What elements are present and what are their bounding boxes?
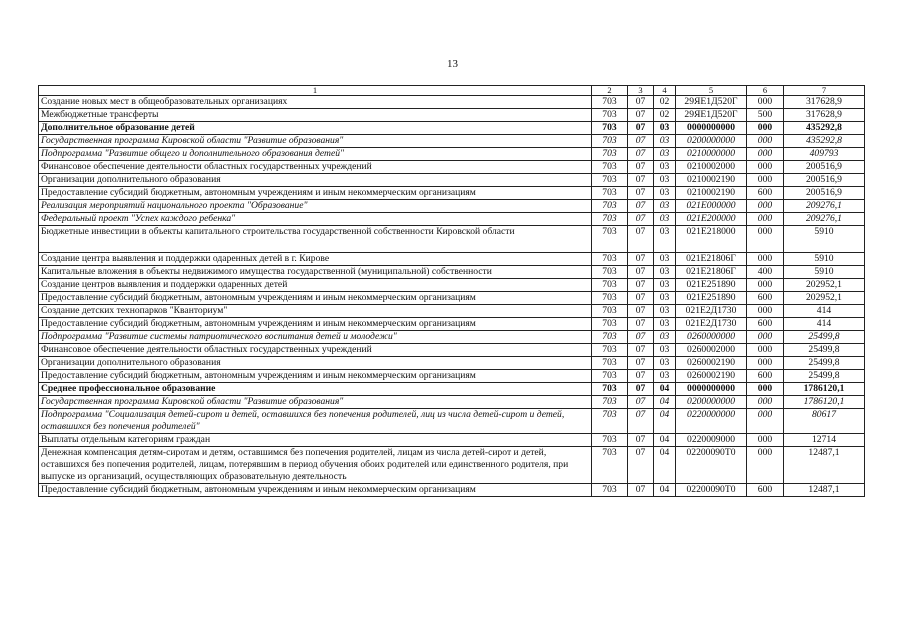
expense-type-cell: 000 — [747, 279, 784, 292]
row-name-cell: Дополнительное образование детей — [39, 122, 592, 135]
section-cell: 07 — [628, 187, 654, 200]
amount-cell: 12714 — [784, 434, 865, 447]
section-cell: 07 — [628, 447, 654, 484]
subsection-cell: 02 — [654, 96, 676, 109]
amount-cell: 5910 — [784, 226, 865, 253]
expense-type-cell: 000 — [747, 344, 784, 357]
expense-type-cell: 600 — [747, 484, 784, 497]
target-article-cell: 021E251890 — [676, 292, 747, 305]
table-row — [39, 357, 865, 370]
table-row — [39, 305, 865, 318]
section-cell: 07 — [628, 213, 654, 226]
code-cell: 703 — [592, 96, 628, 109]
table-row — [39, 370, 865, 383]
expense-type-cell: 000 — [747, 135, 784, 148]
row-name-cell: Выплаты отдельным категориям граждан — [39, 434, 592, 447]
target-article-cell: 0210002190 — [676, 174, 747, 187]
code-cell: 703 — [592, 109, 628, 122]
table-row — [39, 200, 865, 213]
table-row — [39, 109, 865, 122]
table-row — [39, 279, 865, 292]
subsection-cell: 04 — [654, 484, 676, 497]
row-name-cell: Капитальные вложения в объекты недвижимого имущества государственной (муниципальной) собственности — [39, 266, 592, 279]
column-header: 3 — [628, 86, 654, 96]
code-cell: 703 — [592, 187, 628, 200]
section-cell: 07 — [628, 253, 654, 266]
section-cell: 07 — [628, 279, 654, 292]
amount-cell: 209276,1 — [784, 200, 865, 213]
expense-type-cell: 400 — [747, 266, 784, 279]
table-row — [39, 344, 865, 357]
amount-cell: 202952,1 — [784, 279, 865, 292]
row-name-cell: Предоставление субсидий бюджетным, автономным учреждениям и иным некоммерческим организациям — [39, 370, 592, 383]
row-name-cell: Подпрограмма "Социализация детей-сирот и детей, оставшихся без попечения родителей, лиц из числа детей-сирот и детей, оставшихся без попечения родителей" — [39, 409, 592, 434]
section-cell: 07 — [628, 484, 654, 497]
row-name-cell: Подпрограмма "Развитие системы патриотического воспитания детей и молодежи" — [39, 331, 592, 344]
target-article-cell: 0220009000 — [676, 434, 747, 447]
table-row — [39, 383, 865, 396]
amount-cell: 435292,8 — [784, 122, 865, 135]
subsection-cell: 04 — [654, 383, 676, 396]
amount-cell: 5910 — [784, 253, 865, 266]
expense-type-cell: 000 — [747, 305, 784, 318]
subsection-cell: 03 — [654, 331, 676, 344]
row-name-cell: Создание новых мест в общеобразовательных организациях — [39, 96, 592, 109]
section-cell: 07 — [628, 396, 654, 409]
column-header: 1 — [39, 86, 592, 96]
section-cell: 07 — [628, 357, 654, 370]
subsection-cell: 03 — [654, 357, 676, 370]
subsection-cell: 03 — [654, 370, 676, 383]
section-cell: 07 — [628, 318, 654, 331]
amount-cell: 317628,9 — [784, 96, 865, 109]
code-cell: 703 — [592, 226, 628, 253]
target-article-cell: 021E000000 — [676, 200, 747, 213]
expense-type-cell: 000 — [747, 447, 784, 484]
amount-cell: 414 — [784, 305, 865, 318]
target-article-cell: 021E2Д1730 — [676, 305, 747, 318]
expense-type-cell: 000 — [747, 383, 784, 396]
row-name-cell: Создание центра выявления и поддержки одаренных детей в г. Кирове — [39, 253, 592, 266]
table-row — [39, 409, 865, 434]
table-row — [39, 187, 865, 200]
row-name-cell: Подпрограмма "Развитие общего и дополнительного образования детей" — [39, 148, 592, 161]
section-cell: 07 — [628, 226, 654, 253]
table-row — [39, 318, 865, 331]
target-article-cell: 0260002190 — [676, 357, 747, 370]
target-article-cell: 0260002000 — [676, 344, 747, 357]
amount-cell: 202952,1 — [784, 292, 865, 305]
expense-type-cell: 000 — [747, 396, 784, 409]
target-article-cell: 0200000000 — [676, 396, 747, 409]
amount-cell: 25499,8 — [784, 331, 865, 344]
target-article-cell: 0000000000 — [676, 122, 747, 135]
table-row — [39, 161, 865, 174]
section-cell: 07 — [628, 266, 654, 279]
budget-table — [38, 85, 865, 497]
section-cell: 07 — [628, 331, 654, 344]
code-cell: 703 — [592, 331, 628, 344]
amount-cell: 200516,9 — [784, 174, 865, 187]
expense-type-cell: 600 — [747, 370, 784, 383]
code-cell: 703 — [592, 447, 628, 484]
code-cell: 703 — [592, 409, 628, 434]
code-cell: 703 — [592, 484, 628, 497]
amount-cell: 209276,1 — [784, 213, 865, 226]
amount-cell: 25499,8 — [784, 357, 865, 370]
section-cell: 07 — [628, 344, 654, 357]
amount-cell: 414 — [784, 318, 865, 331]
section-cell: 07 — [628, 370, 654, 383]
code-cell: 703 — [592, 396, 628, 409]
table-row — [39, 135, 865, 148]
table-row — [39, 148, 865, 161]
column-header: 5 — [676, 86, 747, 96]
table-row — [39, 266, 865, 279]
subsection-cell: 03 — [654, 135, 676, 148]
subsection-cell: 03 — [654, 279, 676, 292]
subsection-cell: 04 — [654, 409, 676, 434]
code-cell: 703 — [592, 318, 628, 331]
subsection-cell: 04 — [654, 396, 676, 409]
row-name-cell: Среднее профессиональное образование — [39, 383, 592, 396]
target-article-cell: 0220000000 — [676, 409, 747, 434]
subsection-cell: 03 — [654, 213, 676, 226]
subsection-cell: 03 — [654, 161, 676, 174]
expense-type-cell: 000 — [747, 409, 784, 434]
expense-type-cell: 600 — [747, 292, 784, 305]
table-row — [39, 434, 865, 447]
expense-type-cell: 000 — [747, 253, 784, 266]
section-cell: 07 — [628, 174, 654, 187]
code-cell: 703 — [592, 279, 628, 292]
subsection-cell: 03 — [654, 266, 676, 279]
table-row — [39, 484, 865, 497]
row-name-cell: Реализация мероприятий национального проекта "Образование" — [39, 200, 592, 213]
target-article-cell: 02200090Т0 — [676, 484, 747, 497]
code-cell: 703 — [592, 344, 628, 357]
section-cell: 07 — [628, 434, 654, 447]
target-article-cell: 0210002190 — [676, 187, 747, 200]
table-row — [39, 331, 865, 344]
subsection-cell: 04 — [654, 434, 676, 447]
subsection-cell: 03 — [654, 318, 676, 331]
amount-cell: 80617 — [784, 409, 865, 434]
row-name-cell: Предоставление субсидий бюджетным, автономным учреждениям и иным некоммерческим организациям — [39, 484, 592, 497]
row-name-cell: Предоставление субсидий бюджетным, автономным учреждениям и иным некоммерческим организациям — [39, 318, 592, 331]
target-article-cell: 021E21806Г — [676, 266, 747, 279]
table-body — [39, 96, 865, 497]
subsection-cell: 04 — [654, 447, 676, 484]
section-cell: 07 — [628, 409, 654, 434]
row-name-cell: Создание детских технопарков "Кванториум" — [39, 305, 592, 318]
expense-type-cell: 000 — [747, 357, 784, 370]
section-cell: 07 — [628, 96, 654, 109]
column-header: 4 — [654, 86, 676, 96]
target-article-cell: 0260002190 — [676, 370, 747, 383]
expense-type-cell: 000 — [747, 161, 784, 174]
target-article-cell: 0210002000 — [676, 161, 747, 174]
subsection-cell: 02 — [654, 109, 676, 122]
expense-type-cell: 000 — [747, 174, 784, 187]
target-article-cell: 021E218000 — [676, 226, 747, 253]
code-cell: 703 — [592, 370, 628, 383]
table-row — [39, 396, 865, 409]
target-article-cell: 021E200000 — [676, 213, 747, 226]
subsection-cell: 03 — [654, 122, 676, 135]
code-cell: 703 — [592, 135, 628, 148]
subsection-cell: 03 — [654, 187, 676, 200]
column-header: 7 — [784, 86, 865, 96]
amount-cell: 200516,9 — [784, 187, 865, 200]
row-name-cell: Предоставление субсидий бюджетным, автономным учреждениям и иным некоммерческим организациям — [39, 187, 592, 200]
subsection-cell: 03 — [654, 292, 676, 305]
subsection-cell: 03 — [654, 344, 676, 357]
section-cell: 07 — [628, 305, 654, 318]
target-article-cell: 29ЯЕ1Д520Г — [676, 96, 747, 109]
target-article-cell: 021E2Д1730 — [676, 318, 747, 331]
code-cell: 703 — [592, 305, 628, 318]
section-cell: 07 — [628, 135, 654, 148]
code-cell: 703 — [592, 383, 628, 396]
amount-cell: 409793 — [784, 148, 865, 161]
code-cell: 703 — [592, 122, 628, 135]
table-row — [39, 226, 865, 253]
amount-cell: 5910 — [784, 266, 865, 279]
expense-type-cell: 000 — [747, 434, 784, 447]
subsection-cell: 03 — [654, 226, 676, 253]
expense-type-cell: 600 — [747, 187, 784, 200]
target-article-cell: 0200000000 — [676, 135, 747, 148]
row-name-cell: Государственная программа Кировской области "Развитие образования" — [39, 135, 592, 148]
row-name-cell: Создание центров выявления и поддержки одаренных детей — [39, 279, 592, 292]
subsection-cell: 03 — [654, 200, 676, 213]
table-row — [39, 96, 865, 109]
expense-type-cell: 000 — [747, 200, 784, 213]
amount-cell: 1786120,1 — [784, 383, 865, 396]
code-cell: 703 — [592, 148, 628, 161]
row-name-cell: Бюджетные инвестиции в объекты капитального строительства государственной собственности Кировской области — [39, 226, 592, 253]
expense-type-cell: 600 — [747, 318, 784, 331]
subsection-cell: 03 — [654, 305, 676, 318]
section-cell: 07 — [628, 109, 654, 122]
target-article-cell: 0260000000 — [676, 331, 747, 344]
amount-cell: 200516,9 — [784, 161, 865, 174]
column-number-row — [39, 86, 865, 96]
amount-cell: 25499,8 — [784, 344, 865, 357]
expense-type-cell: 000 — [747, 213, 784, 226]
row-name-cell: Денежная компенсация детям-сиротам и детям, оставшимся без попечения родителей, лицам из числа детей-сирот и детей, оставшихся без попечения родителей, лицам, потерявшим в период обучения обоих родителей или единственного родителя, при выпуске из организаций, осуществляющих образовательную деятельность — [39, 447, 592, 484]
code-cell: 703 — [592, 161, 628, 174]
section-cell: 07 — [628, 122, 654, 135]
table-row — [39, 213, 865, 226]
code-cell: 703 — [592, 253, 628, 266]
row-name-cell: Федеральный проект "Успех каждого ребенка" — [39, 213, 592, 226]
target-article-cell: 29ЯЕ1Д520Г — [676, 109, 747, 122]
subsection-cell: 03 — [654, 174, 676, 187]
code-cell: 703 — [592, 434, 628, 447]
table-row — [39, 447, 865, 484]
expense-type-cell: 000 — [747, 148, 784, 161]
table-row — [39, 292, 865, 305]
target-article-cell: 0210000000 — [676, 148, 747, 161]
amount-cell: 12487,1 — [784, 484, 865, 497]
table-row — [39, 174, 865, 187]
target-article-cell: 0000000000 — [676, 383, 747, 396]
table-row — [39, 253, 865, 266]
expense-type-cell: 500 — [747, 109, 784, 122]
section-cell: 07 — [628, 200, 654, 213]
expense-type-cell: 000 — [747, 122, 784, 135]
row-name-cell: Государственная программа Кировской области "Развитие образования" — [39, 396, 592, 409]
target-article-cell: 02200090Т0 — [676, 447, 747, 484]
row-name-cell: Организации дополнительного образования — [39, 357, 592, 370]
amount-cell: 12487,1 — [784, 447, 865, 484]
target-article-cell: 021E21806Г — [676, 253, 747, 266]
code-cell: 703 — [592, 200, 628, 213]
section-cell: 07 — [628, 161, 654, 174]
subsection-cell: 03 — [654, 253, 676, 266]
subsection-cell: 03 — [654, 148, 676, 161]
section-cell: 07 — [628, 148, 654, 161]
code-cell: 703 — [592, 174, 628, 187]
code-cell: 703 — [592, 213, 628, 226]
amount-cell: 317628,9 — [784, 109, 865, 122]
page-number: 13 — [447, 58, 458, 70]
code-cell: 703 — [592, 357, 628, 370]
code-cell: 703 — [592, 292, 628, 305]
row-name-cell: Организации дополнительного образования — [39, 174, 592, 187]
amount-cell: 1786120,1 — [784, 396, 865, 409]
expense-type-cell: 000 — [747, 96, 784, 109]
column-header: 2 — [592, 86, 628, 96]
expense-type-cell: 000 — [747, 226, 784, 253]
amount-cell: 25499,8 — [784, 370, 865, 383]
amount-cell: 435292,8 — [784, 135, 865, 148]
expense-type-cell: 000 — [747, 331, 784, 344]
section-cell: 07 — [628, 292, 654, 305]
table-row — [39, 122, 865, 135]
row-name-cell: Предоставление субсидий бюджетным, автономным учреждениям и иным некоммерческим организациям — [39, 292, 592, 305]
row-name-cell: Финансовое обеспечение деятельности областных государственных учреждений — [39, 161, 592, 174]
row-name-cell: Финансовое обеспечение деятельности областных государственных учреждений — [39, 344, 592, 357]
section-cell: 07 — [628, 383, 654, 396]
code-cell: 703 — [592, 266, 628, 279]
row-name-cell: Межбюджетные трансферты — [39, 109, 592, 122]
column-header: 6 — [747, 86, 784, 96]
target-article-cell: 021E251890 — [676, 279, 747, 292]
